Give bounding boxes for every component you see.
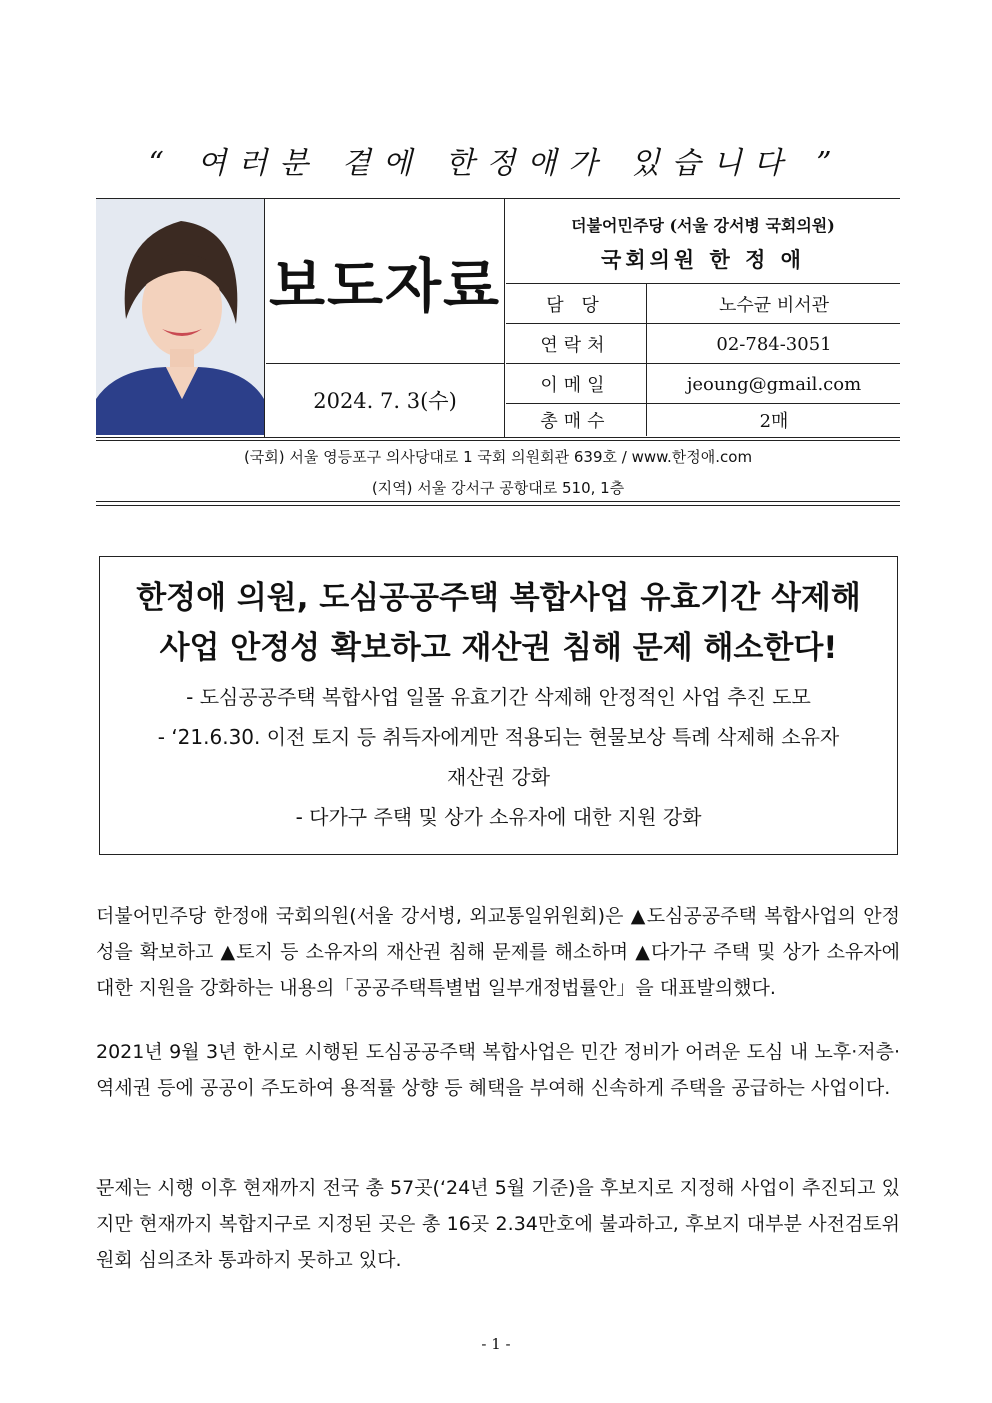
headline-line-1: 한정애 의원, 도심공공주택 복합사업 유효기간 삭제해 <box>136 580 861 616</box>
slogan: “ 여러분 곁에 한정애가 있습니다 ” <box>148 146 844 181</box>
info-label: 연락처 <box>540 335 611 356</box>
info-row-email <box>506 363 900 404</box>
party-info <box>506 199 900 283</box>
address-block <box>96 440 900 506</box>
info-label: 총매수 <box>540 411 611 432</box>
national-address: (국회) 서울 영등포구 의사당대로 1 국회 의원회관 639호 / www.한정애.com <box>243 448 753 466</box>
subhead-2-continued: 재산권 강화 <box>447 765 550 789</box>
divider <box>264 199 265 437</box>
press-header <box>96 198 900 438</box>
body-paragraph-1: 더불어민주당 한정애 국회의원(서울 강서병, 외교통일위원회)은 ▲도심공공주택 복합사업의 안정성을 확보하고 ▲토지 등 소유자의 재산권 침해 문제를 해소하며 ▲다가구 주택 및 상가 소유자에 대한 지원을 강화하는 내용의「공공주택특별법 일부개정법률안」을 대표발의했다. <box>96 905 900 999</box>
subhead-1: - 도심공공주택 복합사업 일몰 유효기간 삭제해 안정적인 사업 추진 도모 <box>186 685 811 709</box>
subhead-3: - 다가구 주택 및 상가 소유자에 대한 지원 강화 <box>295 805 702 829</box>
body-paragraph-3: 문제는 시행 이후 현재까지 전국 총 57곳(‘24년 5월 기준)을 후보지로 지정해 사업이 추진되고 있지만 현재까지 복합지구로 지정된 곳은 총 16곳 2.34만호에 불과하고, 후보지 대부분 사전검토위원회 심의조차 통과하지 못하고 있다. <box>96 1177 900 1271</box>
info-value: 2매 <box>646 404 901 436</box>
info-row-phone <box>506 323 900 364</box>
headline-box <box>99 556 898 855</box>
headline-line-2: 사업 안정성 확보하고 재산권 침해 문제 해소한다! <box>159 630 838 666</box>
info-label: 이메일 <box>540 375 611 396</box>
divider <box>504 199 505 437</box>
party-line: 더불어민주당 (서울 강서병 국회의원) <box>571 216 835 235</box>
info-row-contact-person <box>506 283 900 324</box>
lawmaker-photo <box>96 199 264 435</box>
info-value: 노수균 비서관 <box>646 284 901 324</box>
body-paragraph-2: 2021년 9월 3년 한시로 시행된 도심공공주택 복합사업은 민간 정비가 어려운 도심 내 노후·저층·역세권 등에 공공이 주도하여 용적률 상향 등 혜택을 부여해 신속하게 주택을 공급하는 사업이다. <box>96 1041 900 1099</box>
page-number: - 1 - <box>481 1335 511 1353</box>
subhead-2: - ‘21.6.30. 이전 토지 등 취득자에게만 적용되는 현물보상 특례 삭제해 소유자 <box>157 725 840 749</box>
press-release-title: 보도자료 <box>268 252 502 320</box>
member-line: 국회의원 한 정 애 <box>601 247 805 272</box>
info-label: 담 당 <box>546 295 605 316</box>
release-date: 2024. 7. 3(수) <box>266 363 504 436</box>
info-value: jeoung@gmail.com <box>646 364 901 404</box>
divider <box>96 501 900 502</box>
local-address: (지역) 서울 강서구 공항대로 510, 1층 <box>371 479 625 497</box>
info-row-page-count <box>506 403 900 436</box>
info-value: 02-784-3051 <box>646 324 901 364</box>
